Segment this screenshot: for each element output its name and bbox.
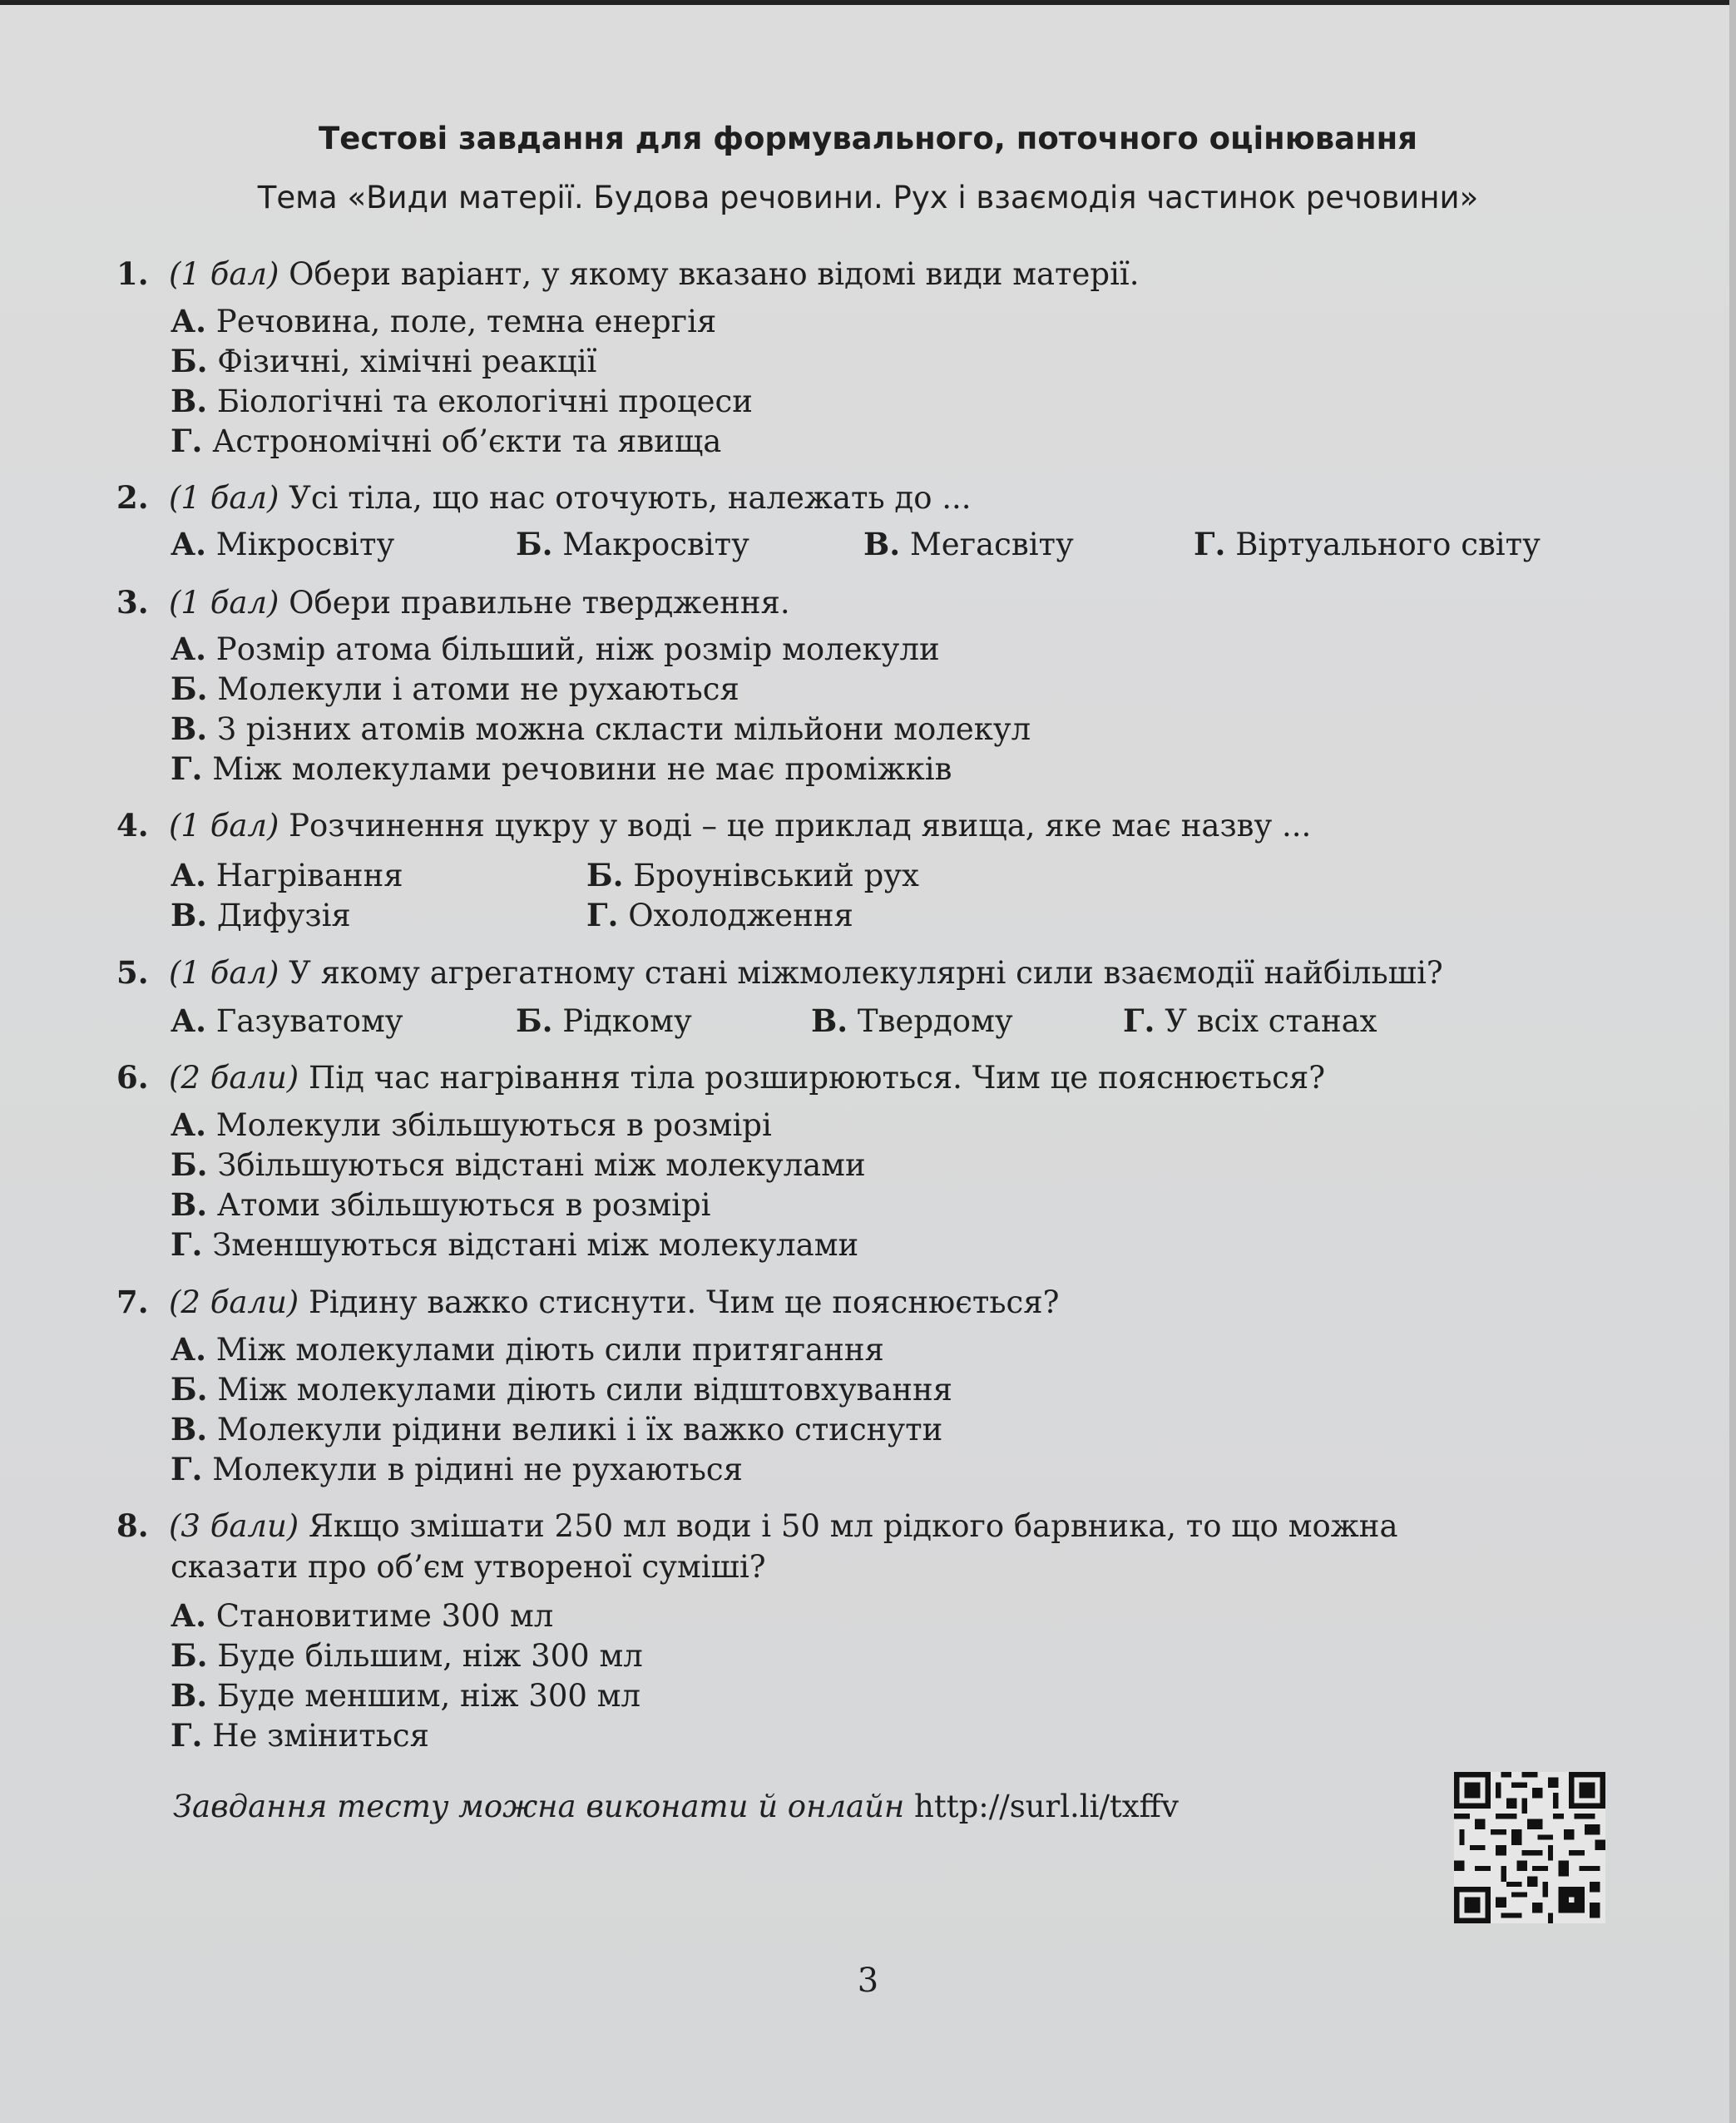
- answer-option: Б. Броунівський рух: [586, 857, 919, 893]
- answer-option: Г. Зменшуються відстані між молекулами: [171, 1226, 859, 1263]
- answer-option: Г. Молекули в рідині не рухаються: [171, 1451, 743, 1487]
- question-text: Обери правильне твердження.: [289, 585, 790, 621]
- answer-option: Б. Рідкому: [516, 1002, 692, 1039]
- question-text: Обери варіант, у якому вказано відомі види матерії.: [289, 256, 1140, 292]
- answer-option: А. Газуватому: [171, 1002, 403, 1039]
- question-points: (1 бал): [169, 480, 279, 516]
- online-text: Завдання тесту можна виконати й онлайн: [173, 1789, 905, 1824]
- question-text: Під час нагрівання тіла розширюються. Чим це пояснюється?: [308, 1060, 1326, 1096]
- question-text: Якщо змішати 250 мл води і 50 мл рідкого барвника, то що можна: [308, 1508, 1398, 1544]
- question-number: 3.: [116, 584, 149, 621]
- answer-option: В. Мегасвіту: [863, 526, 1074, 562]
- answer-option: Г. Віртуального світу: [1194, 526, 1541, 562]
- question-text-continued: сказати про об’єм утвореної суміші?: [171, 1549, 766, 1585]
- qr-code-icon[interactable]: [1454, 1772, 1605, 1923]
- question-2: [116, 479, 1614, 516]
- question-text: Розчинення цукру у воді – це приклад явища, яке має назву ...: [289, 808, 1312, 844]
- answer-option: В. Буде меншим, ніж 300 мл: [171, 1677, 640, 1714]
- answer-option: Б. Збільшуються відстані між молекулами: [171, 1146, 866, 1183]
- question-number: 1.: [116, 255, 149, 292]
- question-6: [116, 1059, 1614, 1096]
- answer-option: В. Біологічні та екологічні процеси: [171, 383, 753, 419]
- question-number: 6.: [116, 1059, 149, 1096]
- answer-option: А. Молекули збільшуються в розмірі: [171, 1106, 772, 1143]
- answer-option: Г. У всіх станах: [1123, 1002, 1377, 1039]
- right-edge: [1729, 0, 1736, 2123]
- answer-option: А. Розмір атома більший, ніж розмір молекули: [171, 631, 940, 667]
- answer-option: Г. Між молекулами речовини не має проміжків: [171, 750, 952, 787]
- online-link[interactable]: http://surl.li/txffv: [914, 1789, 1179, 1824]
- answer-option: А. Між молекулами діють сили притягання: [171, 1331, 884, 1368]
- question-points: (3 бали): [169, 1508, 299, 1544]
- question-number: 4.: [116, 807, 149, 844]
- answer-option: Б. Між молекулами діють сили відштовхування: [171, 1371, 953, 1408]
- answer-option: Г. Не зміниться: [171, 1717, 429, 1754]
- answer-option: В. З різних атомів можна скласти мільйони молекул: [171, 710, 1031, 747]
- question-5: [116, 954, 1614, 991]
- question-points: (1 бал): [169, 256, 279, 292]
- answer-option: Б. Буде більшим, ніж 300 мл: [171, 1637, 643, 1674]
- question-7: [116, 1284, 1614, 1320]
- question-text: Рідину важко стиснути. Чим це пояснюється?: [308, 1284, 1060, 1320]
- question-number: 8.: [116, 1507, 149, 1544]
- answer-option: Б. Фізичні, хімічні реакції: [171, 343, 597, 379]
- question-1: [116, 255, 1614, 292]
- page-title: Тестові завдання для формувального, поточного оцінювання: [319, 121, 1417, 156]
- page-number: 3: [857, 1962, 879, 2000]
- answer-option: В. Молекули рідини великі і їх важко стиснути: [171, 1411, 943, 1448]
- question-4: [116, 807, 1614, 844]
- answer-option: Б. Макросвіту: [516, 526, 749, 562]
- answer-option: Г. Астрономічні об’єкти та явища: [171, 423, 722, 459]
- answer-option: А. Нагрівання: [171, 857, 403, 893]
- page-topic: Тема «Види матерії. Будова речовини. Рух і взаємодія частинок речовини»: [257, 180, 1479, 215]
- question-points: (1 бал): [169, 808, 279, 844]
- question-8: [116, 1507, 1614, 1544]
- answer-option: Г. Охолодження: [586, 897, 853, 933]
- question-text: У якому агрегатному стані міжмолекулярні сили взаємодії найбільші?: [289, 955, 1443, 991]
- question-points: (2 бали): [169, 1284, 299, 1320]
- question-number: 5.: [116, 954, 149, 991]
- question-points: (1 бал): [169, 955, 279, 991]
- answer-option: А. Речовина, поле, темна енергія: [171, 303, 717, 339]
- question-points: (1 бал): [169, 585, 279, 621]
- question-text: Усі тіла, що нас оточують, належать до ...: [289, 480, 972, 516]
- answer-option: В. Дифузія: [171, 897, 351, 933]
- top-border: [0, 0, 1736, 5]
- question-number: 7.: [116, 1284, 149, 1320]
- answer-option: В. Твердому: [811, 1002, 1013, 1039]
- question-number: 2.: [116, 479, 149, 516]
- online-note: [173, 1789, 1179, 1824]
- question-points: (2 бали): [169, 1060, 299, 1096]
- question-3: [116, 584, 1614, 621]
- answer-option: А. Становитиме 300 мл: [171, 1597, 554, 1634]
- answer-option: В. Атоми збільшуються в розмірі: [171, 1186, 711, 1223]
- answer-option: А. Мікросвіту: [171, 526, 395, 562]
- answer-option: Б. Молекули і атоми не рухаються: [171, 671, 739, 707]
